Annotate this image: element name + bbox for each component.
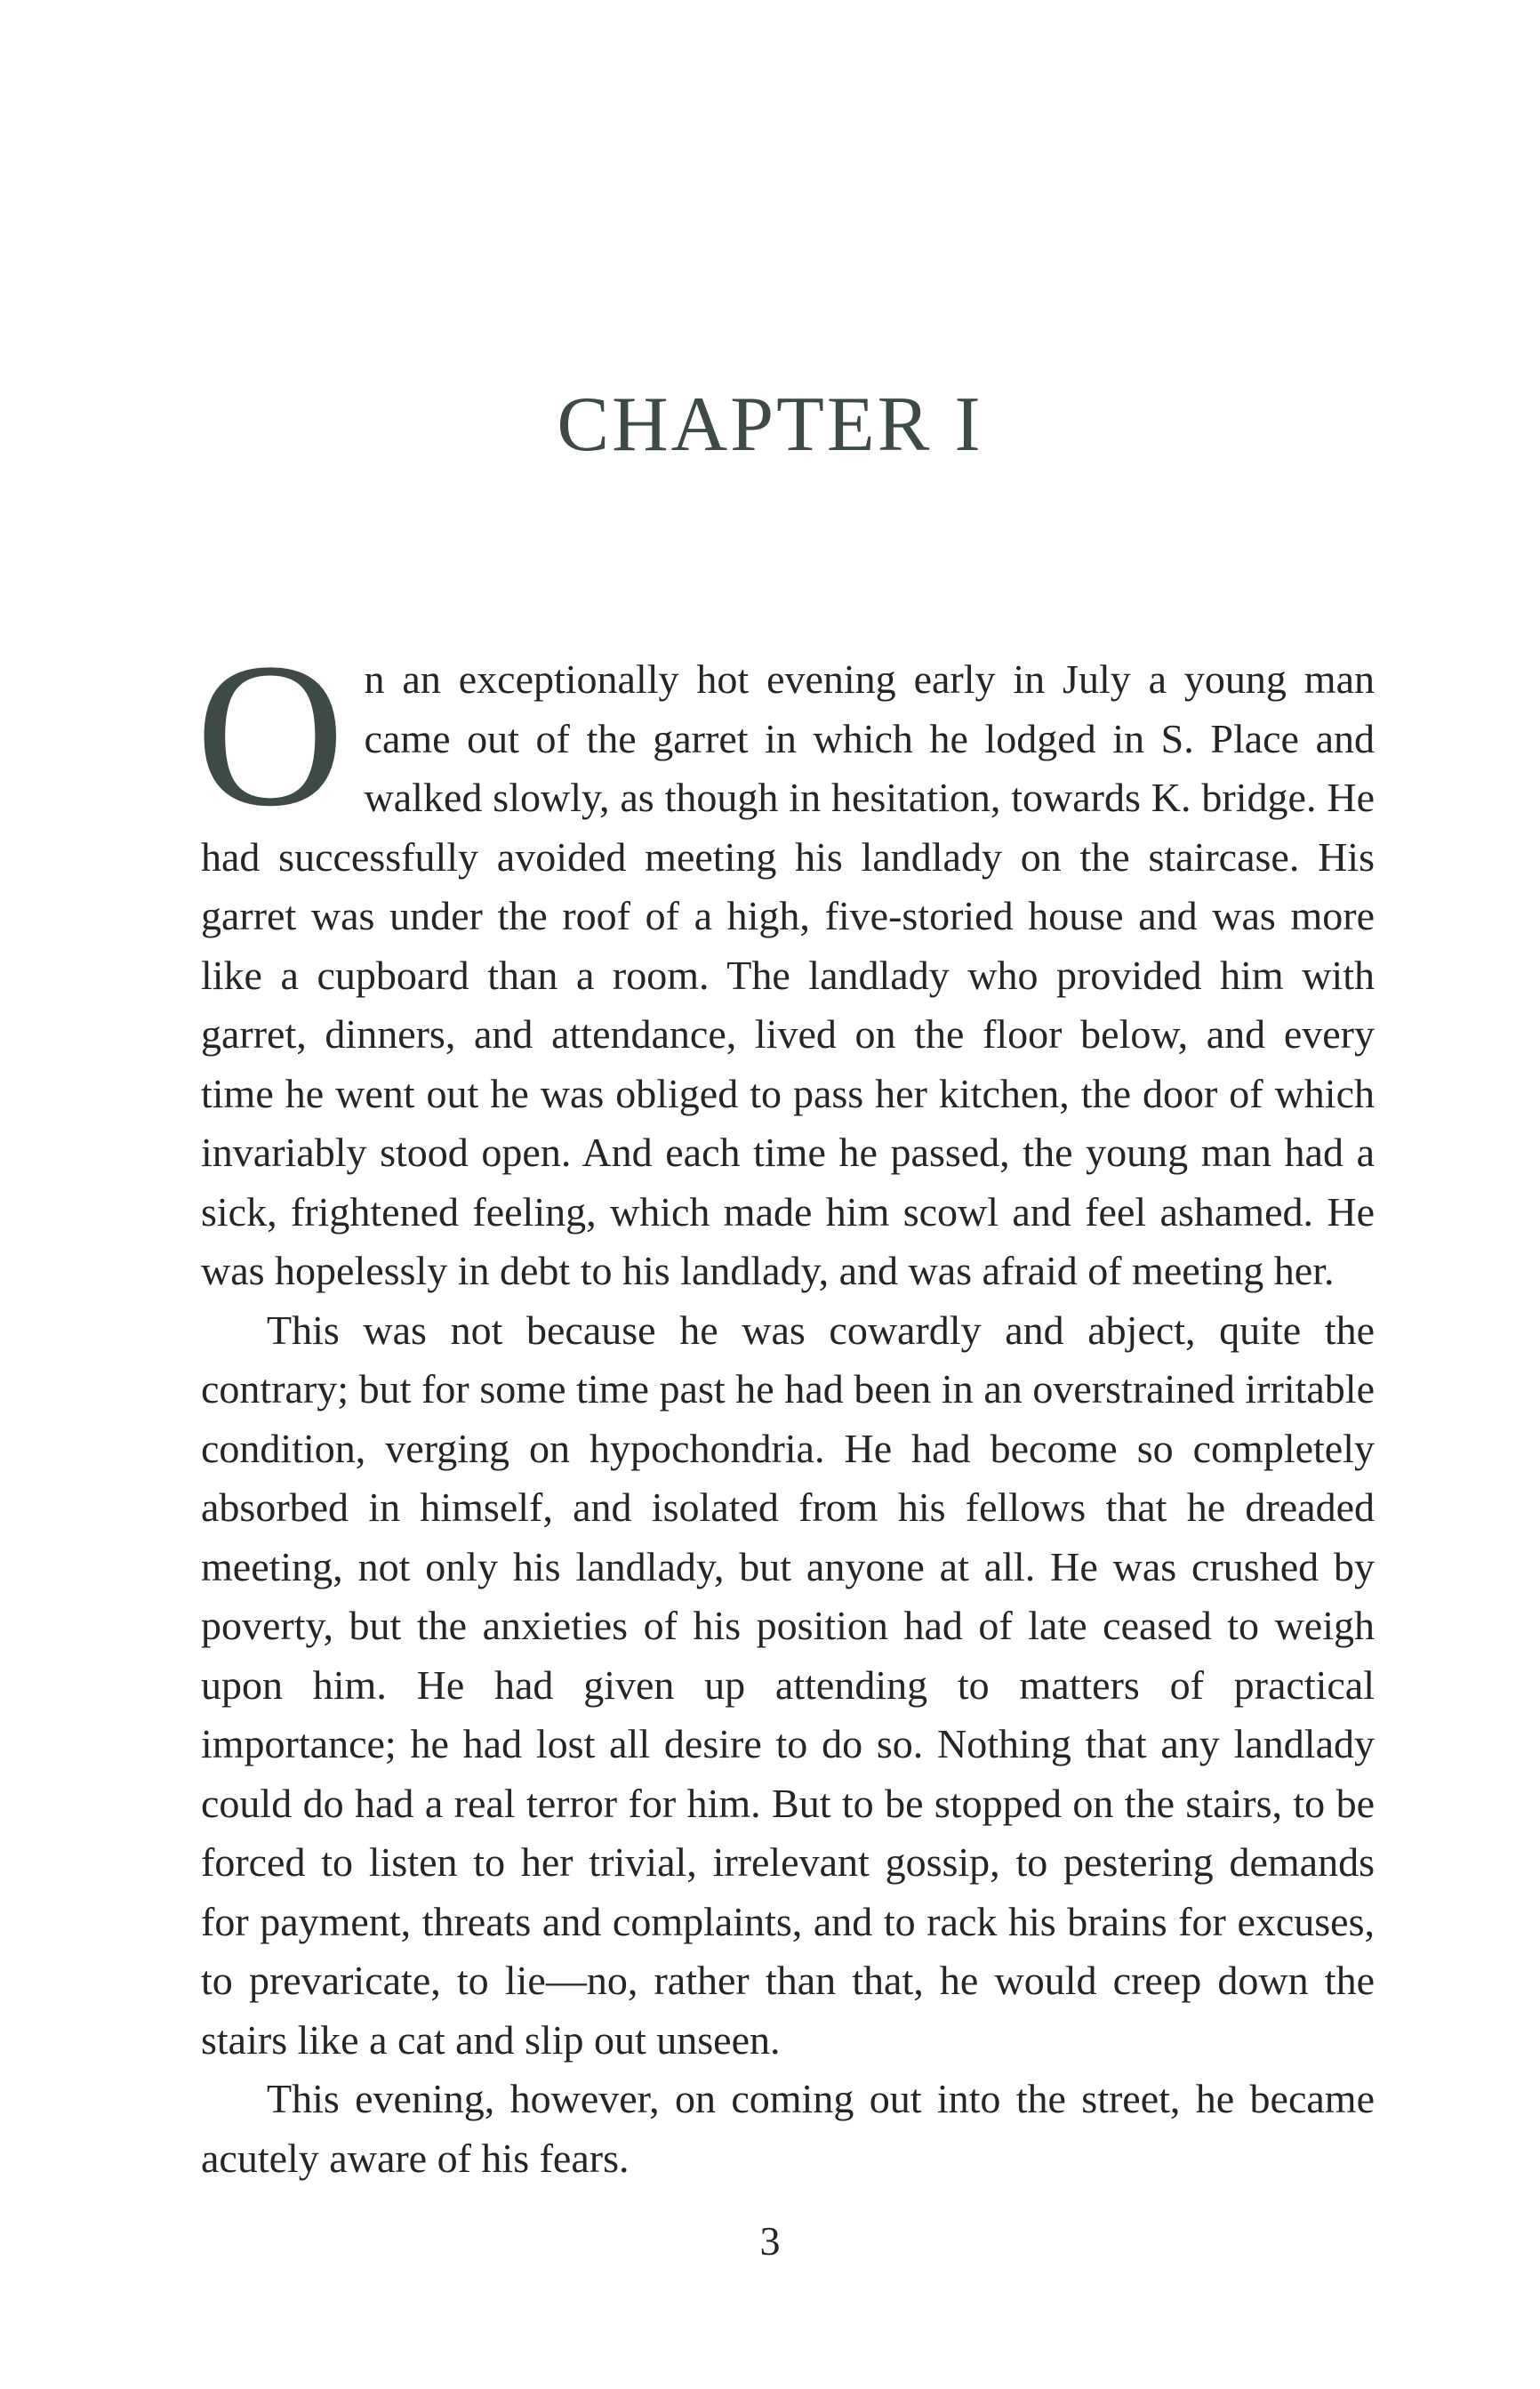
drop-cap: O: [196, 621, 345, 849]
chapter-body: [196, 621, 1375, 2188]
paragraph-1: [196, 621, 1375, 1301]
page-number: 3: [759, 2218, 781, 2264]
paragraph-2: This was not because he was cowardly and abject, quite the contrary; but for some time past he had been in an overstrained irritable condition, verging on hypochondria. He had become so completely absorbed in himself, and isolated from his fellows that he dreaded meeting, not only his landlady, but anyone at all. He was crushed by poverty, but the anxieties of his position had of late ceased to weigh upon him. He had given up attending to matters of practical importance; he had lost all desire to do so. Nothing that any landlady could do had a real terror for him. But to be stopped on the stairs, to be forced to listen to her trivial, irrelevant gossip, to pestering demands for payment, threats and complaints, and to rack his brains for excuses, to prevaricate, to lie—no, rather than that, he would creep down the stairs like a cat and slip out unseen.: [201, 1307, 1375, 2063]
paragraph-1-text: n an exceptionally hot evening early in July a young man came out of the garret in which he lodged in S. Place and walked slowly, as though in hesitation, towards K. bridge. He had successfully avoided meeting his landlady on the staircase. His garret was under the roof of a high, five-storied house and was more like a cupboard than a room. The landlady who provided him with garret, dinners, and attendance, lived on the floor below, and every time he went out he was obliged to pass her kitchen, the door of which invariably stood open. And each time he passed, the young man had a sick, frightened feeling, which made him scowl and feel ashamed. He was hopelessly in debt to his landlady, and was afraid of meeting her.: [201, 656, 1375, 1293]
chapter-title: CHAPTER I: [557, 382, 983, 468]
paragraph-3: This evening, however, on coming out into the street, he became acutely aware of his fears.: [201, 2076, 1375, 2181]
